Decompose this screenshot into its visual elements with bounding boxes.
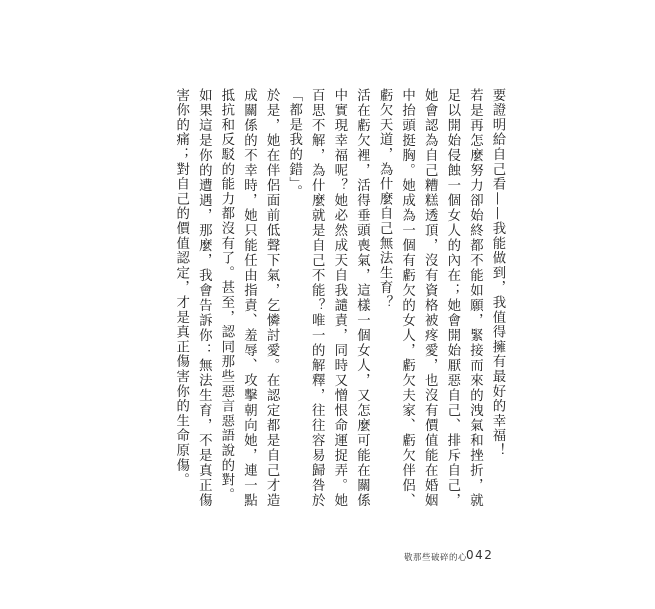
paragraph-2: 若是再怎麼努力卻始終都不能如願，緊接而來的洩氣和挫折，就足以開始侵蝕一個女人的內在；她會開始厭惡自己、排斥自己，她會認為自己糟糕透頂，沒有資格被疼愛，也沒有價值能在婚姻中抬頭挺胸。她成為一個有虧欠的女人，虧欠夫家、虧欠伴侶、虧欠天道，為什麼自己無法生育？ [377, 88, 483, 508]
running-head: 敬那些破碎的心 [404, 553, 468, 563]
paragraph-3: 活在虧欠裡，活得垂頭喪氣，這樣一個女人，又怎麼可能在關係中實現幸福呢？她必然成天自我譴責，同時又憎恨命運捉弄。她百思不解，為什麼就是自己不能？唯一的解釋，往往容易歸咎於「都是我的錯」。 [286, 88, 370, 508]
vertical-body-text [168, 88, 508, 508]
page-footer [404, 548, 514, 564]
paragraph-5: 如果這是你的遭遇，那麼，我會告訴你：無法生育，不是真正傷害你的痛；對自己的價值認定，才是真正傷害你的生命原傷。 [173, 88, 212, 508]
paragraph-1: 要證明給自己看——我能做到，我值得擁有最好的幸福！ [490, 88, 505, 458]
page-number: 042 [466, 548, 494, 562]
paragraph-4: 於是，她在伴侶面前低聲下氣，乞憐討愛。在認定都是自己才造成關係的不幸時，她只能任由指責、羞辱、攻擊朝向她，連一點抵抗和反駁的能力都沒有了。甚至，認同那些惡言惡語說的對。 [218, 88, 280, 508]
